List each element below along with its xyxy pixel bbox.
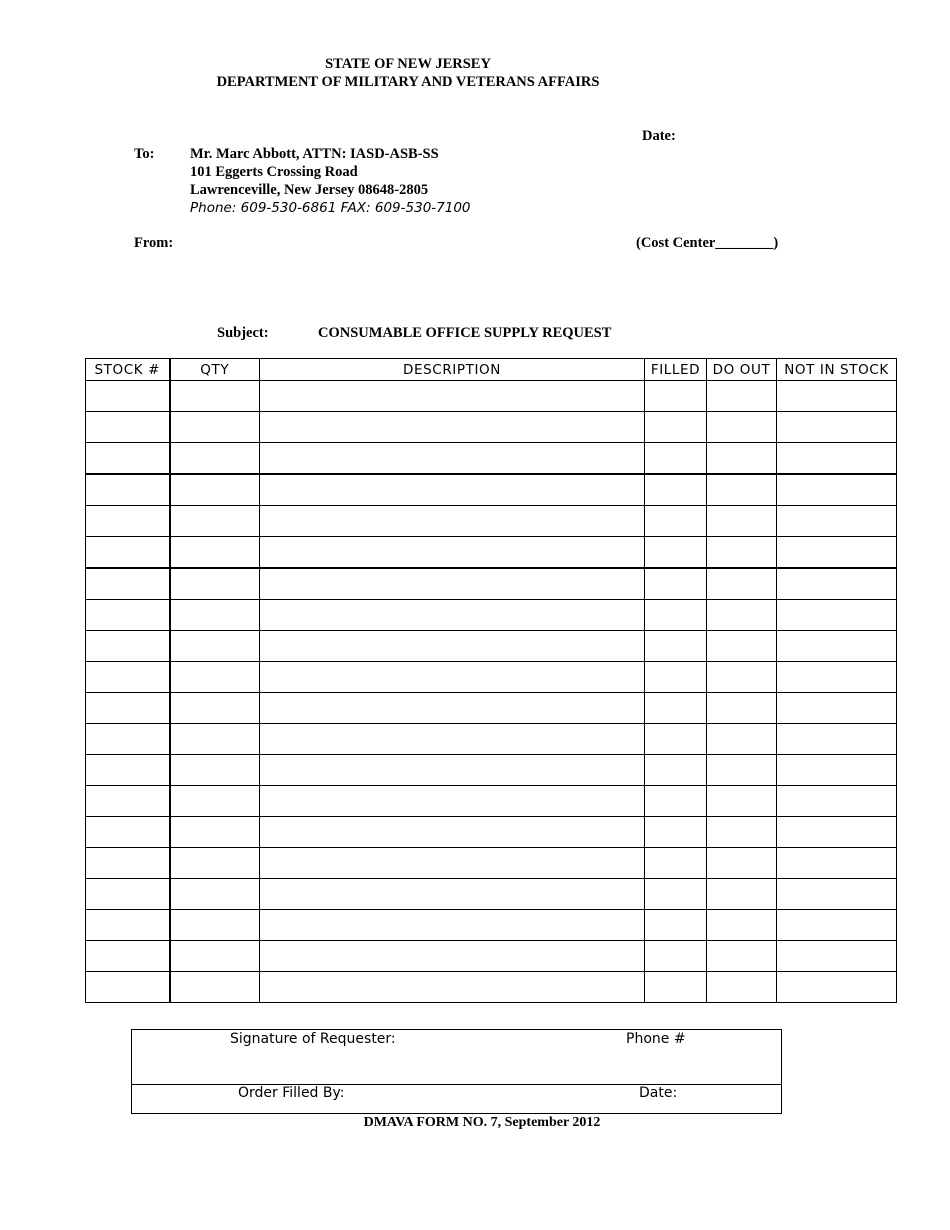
do-out-cell[interactable] xyxy=(707,910,777,941)
table-row xyxy=(86,631,897,662)
table-header-row xyxy=(86,359,897,381)
description-cell[interactable] xyxy=(260,537,645,569)
description-cell[interactable] xyxy=(260,443,645,475)
description-cell[interactable] xyxy=(260,848,645,879)
qty-cell[interactable] xyxy=(170,600,260,631)
form-footer: DMAVA FORM NO. 7, September 2012 xyxy=(363,1115,601,1130)
stock-cell[interactable] xyxy=(86,443,170,475)
description-cell[interactable] xyxy=(260,972,645,1003)
stock-cell[interactable] xyxy=(86,755,170,786)
do-out-cell[interactable] xyxy=(707,972,777,1003)
table-row xyxy=(86,568,897,600)
do-out-cell[interactable] xyxy=(707,443,777,475)
department-title: DEPARTMENT OF MILITARY AND VETERANS AFFAIRS xyxy=(216,74,600,90)
description-cell[interactable] xyxy=(260,724,645,755)
recipient-city: Lawrenceville, New Jersey 08648-2805 xyxy=(190,182,429,198)
not-in-stock-cell[interactable] xyxy=(777,724,897,755)
order-filled-by-label: Order Filled By: xyxy=(238,1085,345,1101)
qty-cell[interactable] xyxy=(170,910,260,941)
stock-cell[interactable] xyxy=(86,786,170,817)
stock-cell[interactable] xyxy=(86,506,170,537)
date-label: Date: xyxy=(642,128,676,144)
table-row xyxy=(86,662,897,693)
table-row xyxy=(86,817,897,848)
not-in-stock-cell[interactable] xyxy=(777,506,897,537)
do-out-cell[interactable] xyxy=(707,474,777,506)
stock-cell[interactable] xyxy=(86,879,170,910)
filled-cell[interactable] xyxy=(645,910,707,941)
qty-cell[interactable] xyxy=(170,724,260,755)
not-in-stock-cell[interactable] xyxy=(777,786,897,817)
description-cell[interactable] xyxy=(260,474,645,506)
table-row xyxy=(86,724,897,755)
stock-cell[interactable] xyxy=(86,381,170,412)
qty-cell[interactable] xyxy=(170,972,260,1003)
not-in-stock-cell[interactable] xyxy=(777,631,897,662)
description-cell[interactable] xyxy=(260,506,645,537)
description-cell[interactable] xyxy=(260,817,645,848)
do-out-cell[interactable] xyxy=(707,600,777,631)
subject-label: Subject: xyxy=(217,325,269,341)
qty-cell[interactable] xyxy=(170,693,260,724)
filled-cell[interactable] xyxy=(645,474,707,506)
filled-cell[interactable] xyxy=(645,568,707,600)
do-out-cell[interactable] xyxy=(707,631,777,662)
qty-cell[interactable] xyxy=(170,879,260,910)
table-row xyxy=(86,693,897,724)
column-header-qty: QTY xyxy=(170,359,260,381)
description-cell[interactable] xyxy=(260,879,645,910)
not-in-stock-cell[interactable] xyxy=(777,662,897,693)
qty-cell[interactable] xyxy=(170,506,260,537)
not-in-stock-cell[interactable] xyxy=(777,568,897,600)
table-row xyxy=(86,474,897,506)
do-out-cell[interactable] xyxy=(707,724,777,755)
qty-cell[interactable] xyxy=(170,443,260,475)
table-row xyxy=(86,443,897,475)
do-out-cell[interactable] xyxy=(707,817,777,848)
description-cell[interactable] xyxy=(260,568,645,600)
table-row xyxy=(86,879,897,910)
signature-box xyxy=(131,1029,782,1114)
table-row xyxy=(86,755,897,786)
stock-cell[interactable] xyxy=(86,600,170,631)
description-cell[interactable] xyxy=(260,412,645,443)
filled-cell[interactable] xyxy=(645,381,707,412)
filled-cell[interactable] xyxy=(645,848,707,879)
qty-cell[interactable] xyxy=(170,568,260,600)
not-in-stock-cell[interactable] xyxy=(777,412,897,443)
stock-cell[interactable] xyxy=(86,568,170,600)
not-in-stock-cell[interactable] xyxy=(777,474,897,506)
not-in-stock-cell[interactable] xyxy=(777,910,897,941)
filled-cell[interactable] xyxy=(645,412,707,443)
qty-cell[interactable] xyxy=(170,631,260,662)
from-label: From: xyxy=(134,235,174,251)
description-cell[interactable] xyxy=(260,755,645,786)
filled-cell[interactable] xyxy=(645,817,707,848)
stock-cell[interactable] xyxy=(86,412,170,443)
stock-cell[interactable] xyxy=(86,910,170,941)
do-out-cell[interactable] xyxy=(707,848,777,879)
not-in-stock-cell[interactable] xyxy=(777,972,897,1003)
do-out-cell[interactable] xyxy=(707,568,777,600)
recipient-name: Mr. Marc Abbott, ATTN: IASD-ASB-SS xyxy=(190,146,439,162)
stock-cell[interactable] xyxy=(86,662,170,693)
not-in-stock-cell[interactable] xyxy=(777,817,897,848)
qty-cell[interactable] xyxy=(170,755,260,786)
filled-cell[interactable] xyxy=(645,724,707,755)
do-out-cell[interactable] xyxy=(707,755,777,786)
do-out-cell[interactable] xyxy=(707,381,777,412)
do-out-cell[interactable] xyxy=(707,662,777,693)
not-in-stock-cell[interactable] xyxy=(777,848,897,879)
not-in-stock-cell[interactable] xyxy=(777,879,897,910)
description-cell[interactable] xyxy=(260,600,645,631)
not-in-stock-cell[interactable] xyxy=(777,693,897,724)
filled-cell[interactable] xyxy=(645,662,707,693)
filled-cell[interactable] xyxy=(645,600,707,631)
subject-text: CONSUMABLE OFFICE SUPPLY REQUEST xyxy=(318,325,612,341)
not-in-stock-cell[interactable] xyxy=(777,537,897,569)
stock-cell[interactable] xyxy=(86,848,170,879)
description-cell[interactable] xyxy=(260,662,645,693)
stock-cell[interactable] xyxy=(86,724,170,755)
do-out-cell[interactable] xyxy=(707,412,777,443)
not-in-stock-cell[interactable] xyxy=(777,600,897,631)
description-cell[interactable] xyxy=(260,786,645,817)
description-cell[interactable] xyxy=(260,693,645,724)
do-out-cell[interactable] xyxy=(707,506,777,537)
filled-cell[interactable] xyxy=(645,693,707,724)
description-cell[interactable] xyxy=(260,381,645,412)
column-header-not-in-stock: NOT IN STOCK xyxy=(777,359,897,381)
description-cell[interactable] xyxy=(260,631,645,662)
description-cell[interactable] xyxy=(260,910,645,941)
filled-cell[interactable] xyxy=(645,443,707,475)
stock-cell[interactable] xyxy=(86,693,170,724)
table-row xyxy=(86,910,897,941)
supply-request-table xyxy=(85,358,897,1003)
stock-cell[interactable] xyxy=(86,972,170,1003)
table-row xyxy=(86,506,897,537)
column-header-do-out: DO OUT xyxy=(707,359,777,381)
filled-cell[interactable] xyxy=(645,972,707,1003)
stock-cell[interactable] xyxy=(86,537,170,569)
qty-cell[interactable] xyxy=(170,537,260,569)
table-row xyxy=(86,381,897,412)
table-row xyxy=(86,972,897,1003)
requester-phone-label: Phone # xyxy=(626,1031,686,1047)
not-in-stock-cell[interactable] xyxy=(777,443,897,475)
do-out-cell[interactable] xyxy=(707,941,777,972)
table-row xyxy=(86,786,897,817)
filled-date-label: Date: xyxy=(639,1085,678,1101)
not-in-stock-cell[interactable] xyxy=(777,941,897,972)
table-row xyxy=(86,848,897,879)
qty-cell[interactable] xyxy=(170,848,260,879)
column-header-description: DESCRIPTION xyxy=(260,359,645,381)
stock-cell[interactable] xyxy=(86,941,170,972)
table-row xyxy=(86,412,897,443)
filled-cell[interactable] xyxy=(645,786,707,817)
do-out-cell[interactable] xyxy=(707,786,777,817)
qty-cell[interactable] xyxy=(170,474,260,506)
filled-cell[interactable] xyxy=(645,941,707,972)
column-header-filled: FILLED xyxy=(645,359,707,381)
stock-cell[interactable] xyxy=(86,631,170,662)
not-in-stock-cell[interactable] xyxy=(777,381,897,412)
qty-cell[interactable] xyxy=(170,381,260,412)
table-row xyxy=(86,600,897,631)
table-row xyxy=(86,941,897,972)
recipient-street: 101 Eggerts Crossing Road xyxy=(190,164,358,180)
signature-divider xyxy=(132,1084,781,1085)
qty-cell[interactable] xyxy=(170,786,260,817)
to-label: To: xyxy=(134,146,155,162)
filled-cell[interactable] xyxy=(645,537,707,569)
filled-cell[interactable] xyxy=(645,755,707,786)
qty-cell[interactable] xyxy=(170,817,260,848)
qty-cell[interactable] xyxy=(170,412,260,443)
column-header-stock: STOCK # xyxy=(86,359,170,381)
not-in-stock-cell[interactable] xyxy=(777,755,897,786)
table-row xyxy=(86,537,897,569)
do-out-cell[interactable] xyxy=(707,693,777,724)
qty-cell[interactable] xyxy=(170,662,260,693)
filled-cell[interactable] xyxy=(645,879,707,910)
do-out-cell[interactable] xyxy=(707,537,777,569)
cost-center-label: (Cost Center________) xyxy=(636,235,779,251)
recipient-phone-fax: Phone: 609-530-6861 FAX: 609-530-7100 xyxy=(190,200,471,216)
filled-cell[interactable] xyxy=(645,506,707,537)
state-title: STATE OF NEW JERSEY xyxy=(325,56,491,72)
qty-cell[interactable] xyxy=(170,941,260,972)
do-out-cell[interactable] xyxy=(707,879,777,910)
description-cell[interactable] xyxy=(260,941,645,972)
requester-signature-label: Signature of Requester: xyxy=(230,1031,396,1047)
filled-cell[interactable] xyxy=(645,631,707,662)
stock-cell[interactable] xyxy=(86,474,170,506)
stock-cell[interactable] xyxy=(86,817,170,848)
